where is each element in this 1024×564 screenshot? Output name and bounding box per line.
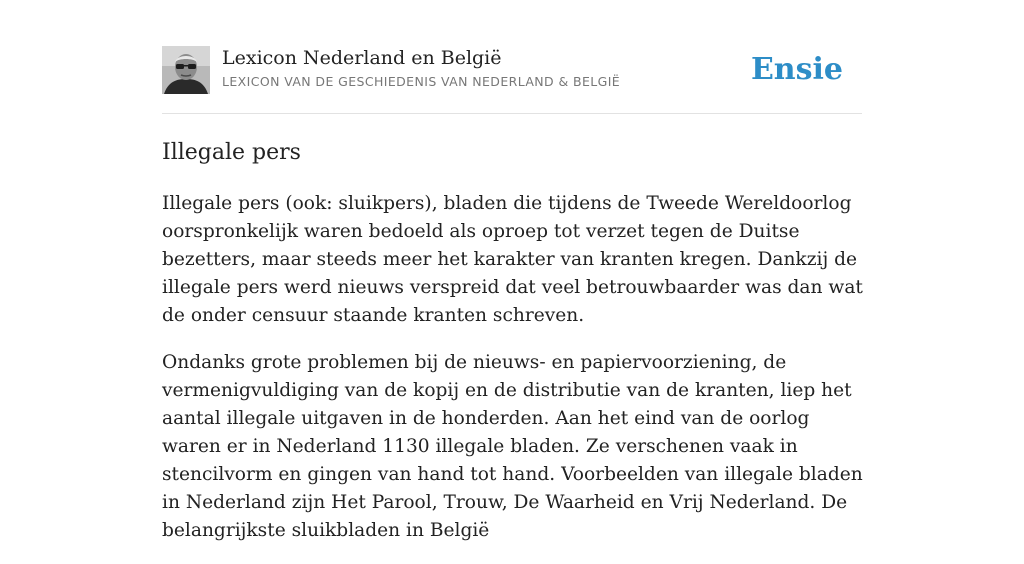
article-title: Illegale pers — [162, 140, 301, 165]
author-avatar[interactable] — [162, 46, 210, 94]
site-subtitle: LEXICON VAN DE GESCHIEDENIS VAN NEDERLAND & BELGIË — [222, 74, 621, 89]
ensie-logo[interactable]: Ensie — [750, 52, 843, 87]
article-paragraph: Ondanks grote problemen bij de nieuws- en papiervoorziening, de vermenigvuldiging van de kopij en de distributie van de kranten, liep het aantal illegale uitgaven in de honderden. Aan het eind van de oorlog waren er in Nederland 1130 illegale bladen. Ze verschenen vaak in stencilvorm en gingen van hand tot hand. Voorbeelden van illegale bladen in Nederland zijn Het Parool, Trouw, De Waarheid en Vrij Nederland. De belangrijkste sluikbladen in België — [162, 352, 863, 541]
site-header — [162, 46, 862, 114]
site-name[interactable]: Lexicon Nederland en België — [222, 47, 502, 69]
article-paragraph: Illegale pers (ook: sluikpers), bladen die tijdens de Tweede Wereldoorlog oorspronkelijk waren bedoeld als oproep tot verzet tegen de Duitse bezetters, maar steeds meer het karakter van kranten kregen. Dankzij de illegale pers werd nieuws verspreid dat veel betrouwbaarder was dan wat de onder censuur staande kranten schreven. — [162, 193, 863, 326]
person-with-glasses-avatar-icon — [162, 46, 210, 94]
article-body — [162, 190, 864, 564]
